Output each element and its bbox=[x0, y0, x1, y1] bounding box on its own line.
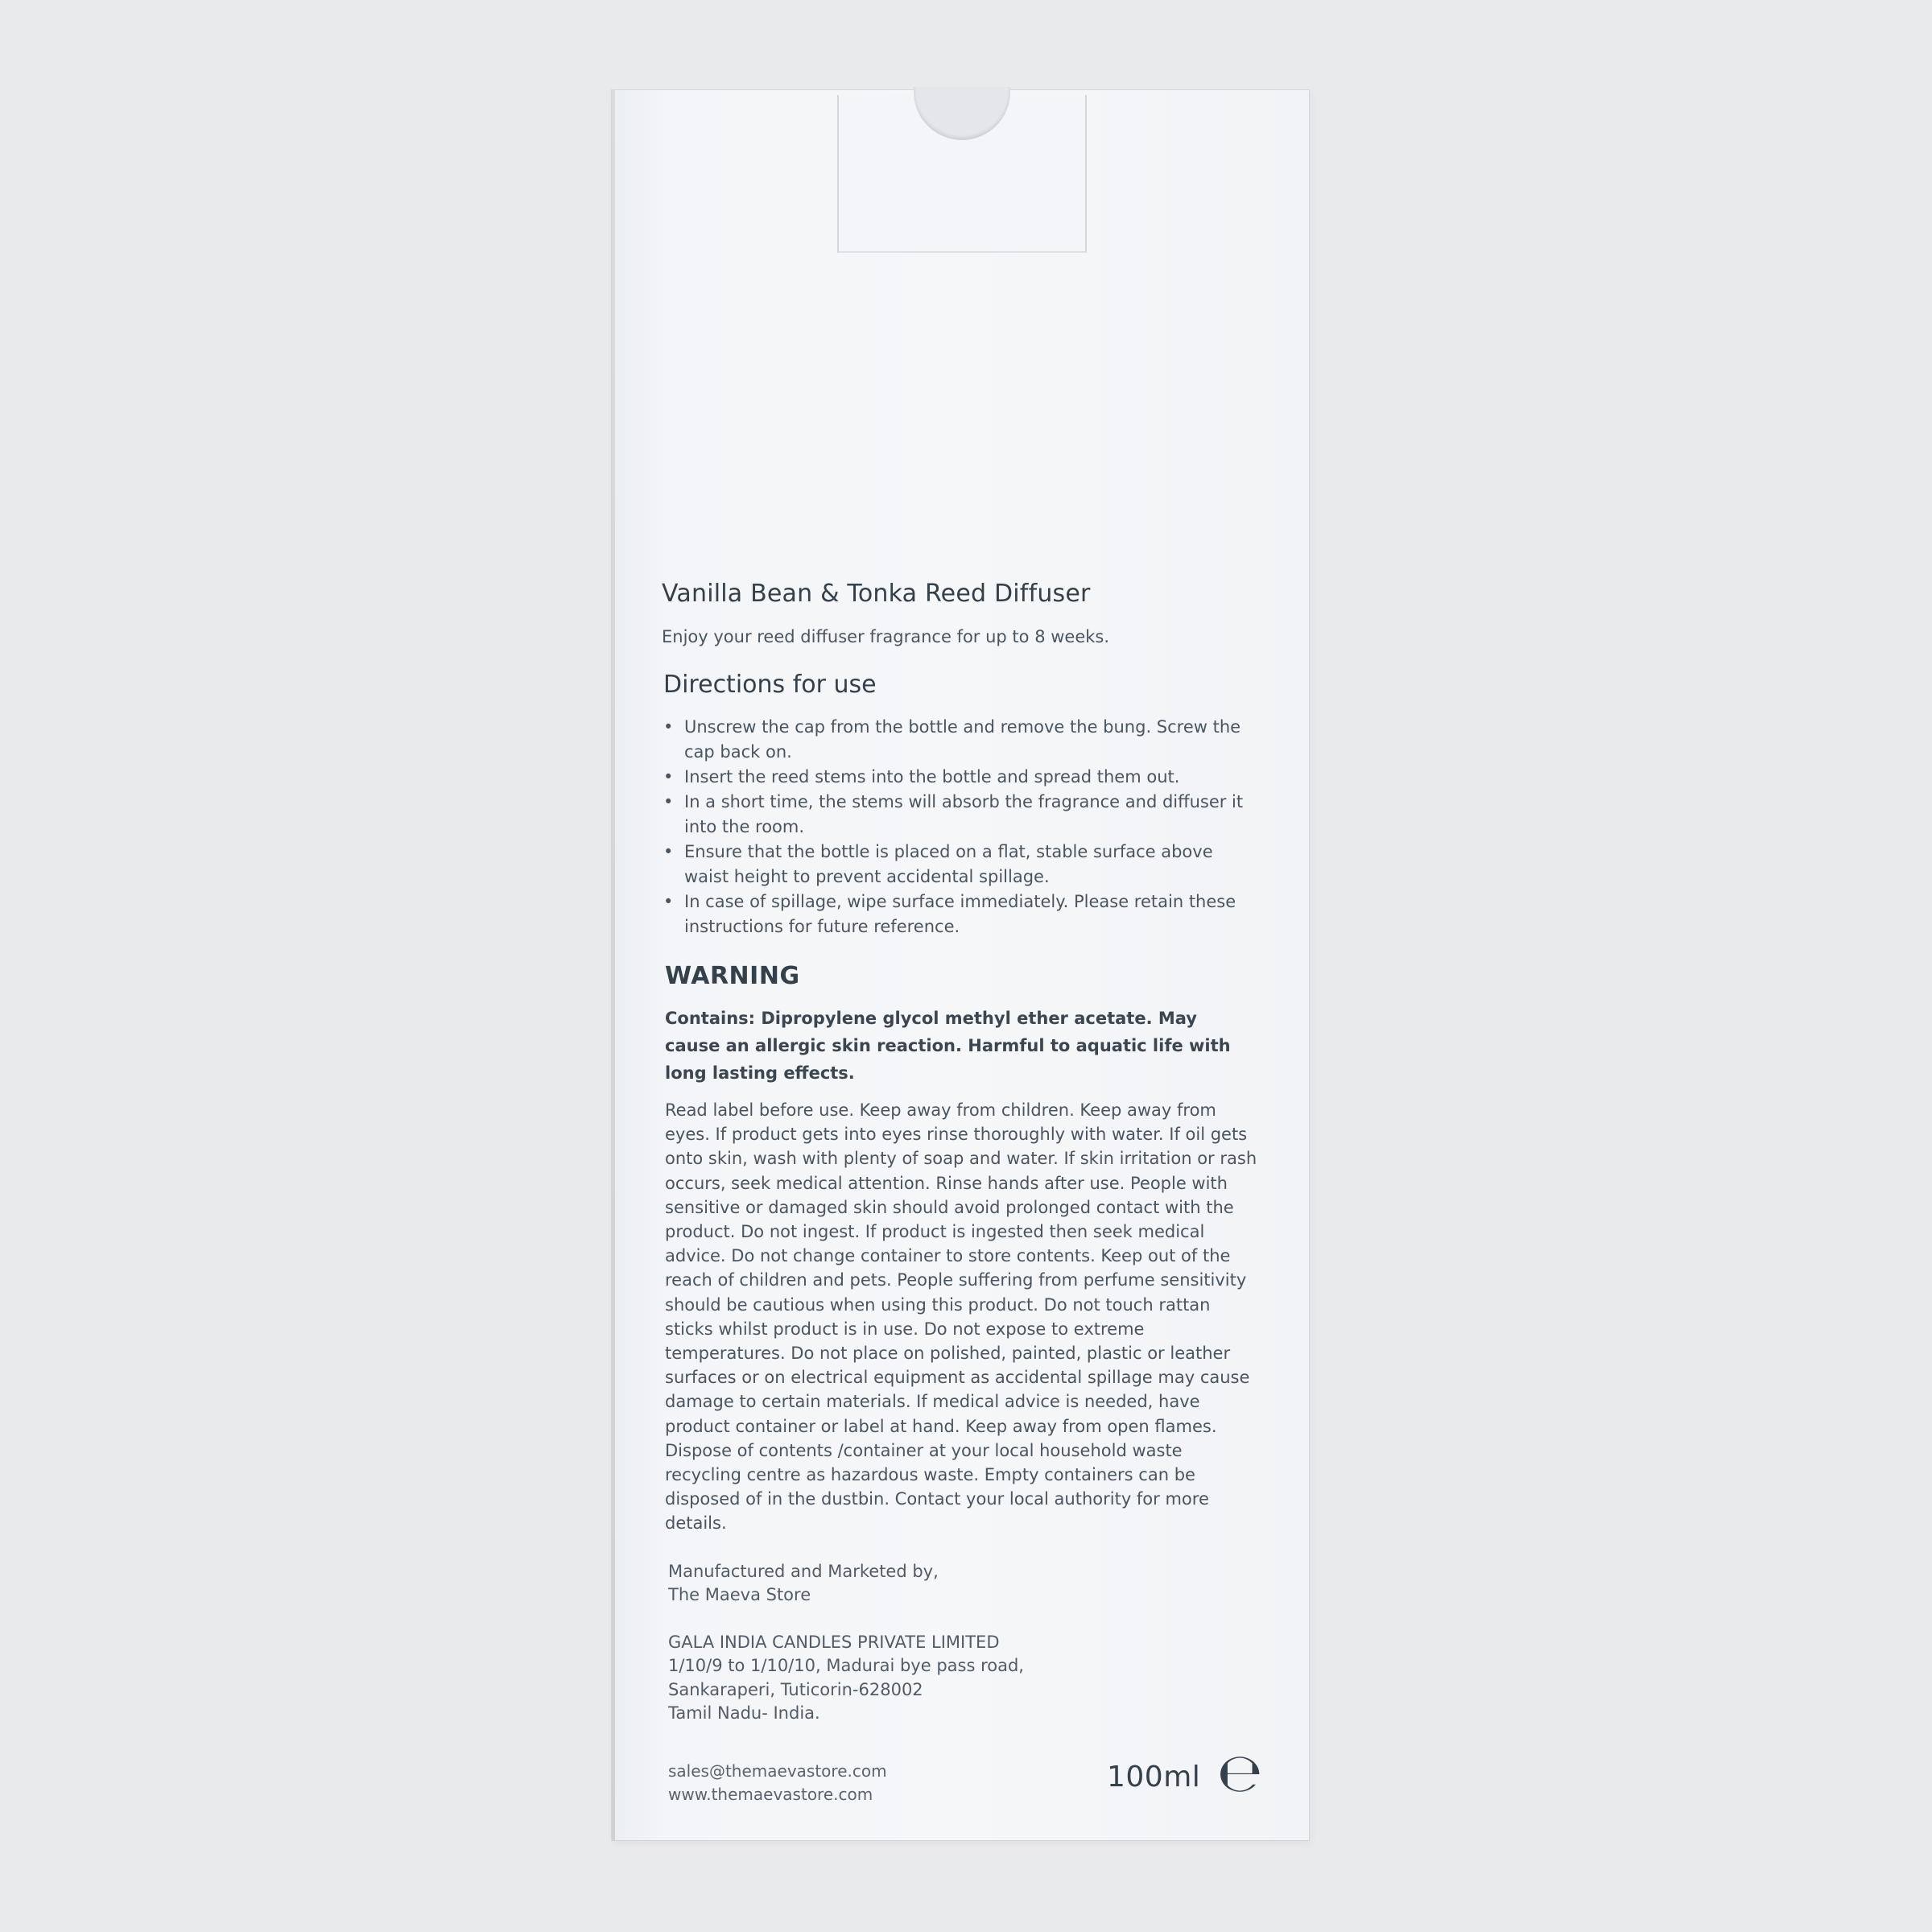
contact-block bbox=[668, 1760, 887, 1806]
list-item bbox=[663, 840, 1257, 890]
product-intro: Enjoy your reed diffuser fragrance for up to 8 weeks. bbox=[662, 627, 1110, 646]
tab-thumb-notch bbox=[914, 87, 1010, 140]
warning-body: Read label before use. Keep away from children. Keep away from eyes. If product gets into eyes rinse thoroughly with water. If oil gets onto skin, wash with plenty of soap and water. If skin irritation or rash occurs, seek medical attention. Rinse hands after use. People with sensitive or damaged skin should avoid prolonged contact with the product. Do not ingest. If product is ingested then seek medical advice. Do not change container to store contents. Keep out of the reach of children and pets. People suffering from perfume sensitivity should be cautious when using this product. Do not touch rattan sticks whilst product is in use. Do not expose to extreme temperatures. Do not place on polished, painted, plastic or leather surfaces or on electrical equipment as accidental spillage may cause damage to certain materials. If medical advice is needed, have product container or label at hand. Keep away from open flames. Dispose of contents /container at your local household waste recycling centre as hazardous waste. Empty containers can be disposed of in the dustbin. Contact your local authority for more details. bbox=[665, 1100, 1257, 1534]
manufacturer-name: The Maeva Store bbox=[668, 1584, 811, 1604]
list-item bbox=[663, 890, 1257, 939]
volume-label: 100ml bbox=[1107, 1761, 1201, 1794]
email-text: sales@themaevastore.com bbox=[668, 1761, 887, 1781]
bullet-icon: • bbox=[663, 842, 674, 861]
product-box bbox=[612, 90, 1309, 1840]
product-title: Vanilla Bean & Tonka Reed Diffuser bbox=[662, 580, 1091, 608]
direction-text: Insert the reed stems into the bottle and spread them out. bbox=[684, 767, 1180, 786]
website-text: www.themaevastore.com bbox=[668, 1785, 873, 1804]
estimated-sign-icon: ℮ bbox=[1217, 1742, 1263, 1804]
bullet-icon: • bbox=[663, 892, 674, 911]
directions-heading: Directions for use bbox=[663, 671, 877, 699]
direction-text: Ensure that the bottle is placed on a flat, stable surface above waist height to prevent accidental spillage. bbox=[684, 842, 1213, 886]
address-line: 1/10/9 to 1/10/10, Madurai bye pass road, bbox=[668, 1656, 1024, 1676]
list-item bbox=[663, 765, 1257, 790]
warning-heading: WARNING bbox=[665, 962, 800, 990]
direction-text: In case of spillage, wipe surface immediately. Please retain these instructions for future reference. bbox=[684, 892, 1236, 936]
bullet-icon: • bbox=[663, 767, 674, 786]
manufacturer-block bbox=[668, 1560, 1257, 1607]
direction-text: Unscrew the cap from the bottle and remove the bung. Screw the cap back on. bbox=[684, 717, 1241, 762]
address-block bbox=[668, 1631, 1257, 1726]
warning-contains: Contains: Dipropylene glycol methyl ether acetate. May cause an allergic skin reaction. Harmful to aquatic life with long lasting effects. bbox=[665, 1009, 1231, 1083]
list-item bbox=[663, 790, 1257, 840]
address-line: Tamil Nadu- India. bbox=[668, 1703, 820, 1724]
label-content bbox=[662, 580, 1257, 1726]
direction-text: In a short time, the stems will absorb the fragrance and diffuser it into the room. bbox=[684, 792, 1244, 836]
manufacturer-line: Manufactured and Marketed by, bbox=[668, 1561, 939, 1581]
list-item bbox=[663, 715, 1257, 765]
address-line: GALA INDIA CANDLES PRIVATE LIMITED bbox=[668, 1632, 1000, 1652]
box-top-tab bbox=[837, 95, 1087, 253]
bullet-icon: • bbox=[663, 717, 674, 737]
bullet-icon: • bbox=[663, 792, 674, 811]
directions-list bbox=[663, 715, 1257, 939]
address-line: Sankaraperi, Tuticorin-628002 bbox=[668, 1679, 923, 1699]
